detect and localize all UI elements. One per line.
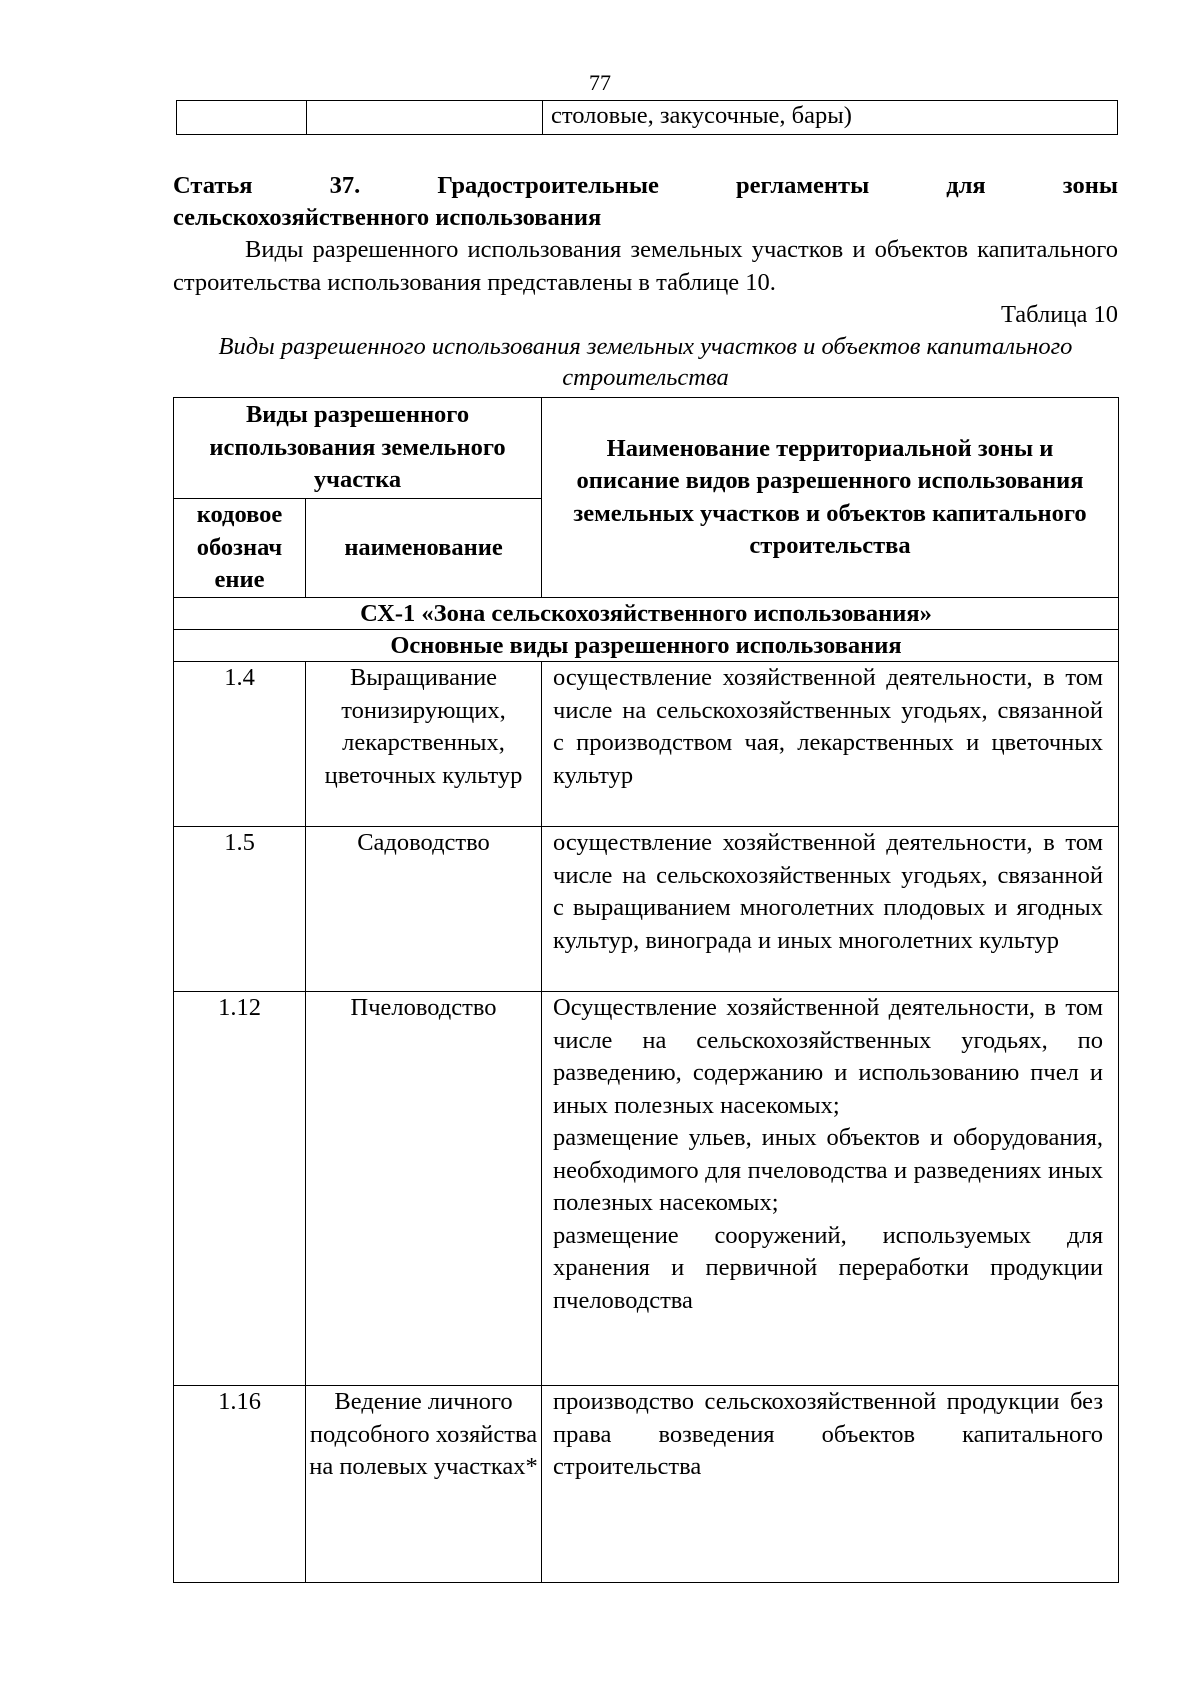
description-paragraph: осуществление хозяйственной деятельности, в том числе на сельскохозяйственных угодьях, связанной с производством чая, лекарственных и цветочных культур bbox=[553, 664, 1103, 789]
row-code: 1.16 bbox=[174, 1386, 306, 1583]
table-row bbox=[174, 827, 1119, 992]
header-description: Наименование территориальной зоны и описание видов разрешенного использования земельных участков и объектов капитального строительства bbox=[542, 398, 1119, 598]
heading-word: для bbox=[946, 172, 986, 199]
heading-word: 37. bbox=[329, 172, 361, 199]
table-cell: столовые, закусочные, бары) bbox=[543, 101, 1118, 135]
land-use-table bbox=[173, 397, 1119, 1583]
article-heading bbox=[173, 170, 1118, 202]
header-name: наименование bbox=[306, 499, 542, 598]
table-cell bbox=[177, 101, 307, 135]
row-code: 1.4 bbox=[174, 662, 306, 827]
description-paragraph: производство сельскохозяйственной продукции без права возведения объектов капитального строительства bbox=[553, 1388, 1103, 1480]
row-name: Пчеловодство bbox=[306, 992, 542, 1386]
heading-word: зоны bbox=[1062, 172, 1118, 199]
page-number: 77 bbox=[589, 70, 611, 95]
description-paragraph: Осуществление хозяйственной деятельности, в том числе на сельскохозяйственных угодьях, по разведению, содержанию и использованию пчел и иных полезных насекомых; bbox=[553, 994, 1103, 1119]
table-row bbox=[174, 992, 1119, 1386]
header-code: кодовое обознач ение bbox=[174, 499, 306, 598]
row-name: Садоводство bbox=[306, 827, 542, 992]
row-description bbox=[542, 992, 1119, 1386]
row-description bbox=[542, 662, 1119, 827]
section-title: Основные виды разрешенного использования bbox=[174, 630, 1119, 662]
row-description bbox=[542, 827, 1119, 992]
table-title: Виды разрешенного использования земельных участков и объектов капитального строительства bbox=[218, 333, 1073, 391]
table-cell bbox=[307, 101, 543, 135]
row-code: 1.12 bbox=[174, 992, 306, 1386]
row-code: 1.5 bbox=[174, 827, 306, 992]
heading-word: Градостроительные bbox=[437, 172, 659, 199]
heading-word: Статья bbox=[173, 172, 253, 199]
zone-row bbox=[174, 598, 1119, 630]
continued-table bbox=[176, 100, 1118, 135]
table-row bbox=[177, 101, 1118, 135]
table-row bbox=[174, 1386, 1119, 1583]
description-paragraph: осуществление хозяйственной деятельности, в том числе на сельскохозяйственных угодьях, связанной с выращиванием многолетних плодовых и ягодных культур, винограда и иных многолетних культур bbox=[553, 829, 1103, 954]
section-row bbox=[174, 630, 1119, 662]
header-land-use-types: Виды разрешенного использования земельного участка bbox=[174, 398, 542, 499]
description-paragraph: размещение ульев, иных объектов и оборудования, необходимого для пчеловодства и разведениях иных полезных насекомых; bbox=[553, 1124, 1103, 1216]
row-name: Выращивание тонизирующих, лекарственных, цветочных культур bbox=[306, 662, 542, 827]
table-row bbox=[174, 662, 1119, 827]
table-label: Таблица 10 bbox=[1000, 301, 1118, 328]
heading-word: регламенты bbox=[735, 172, 870, 199]
article-heading-line2: сельскохозяйственного использования bbox=[173, 204, 602, 231]
row-description bbox=[542, 1386, 1119, 1583]
row-name: Ведение личного подсобного хозяйства на полевых участках* bbox=[306, 1386, 542, 1583]
table-header-row bbox=[174, 398, 1119, 499]
zone-title: СХ-1 «Зона сельскохозяйственного использования» bbox=[174, 598, 1119, 630]
intro-paragraph: Виды разрешенного использования земельных участков и объектов капитального строительства использования представлены в таблице 10. bbox=[173, 236, 1118, 296]
description-paragraph: размещение сооружений, используемых для хранения и первичной переработки продукции пчеловодства bbox=[553, 1221, 1103, 1314]
